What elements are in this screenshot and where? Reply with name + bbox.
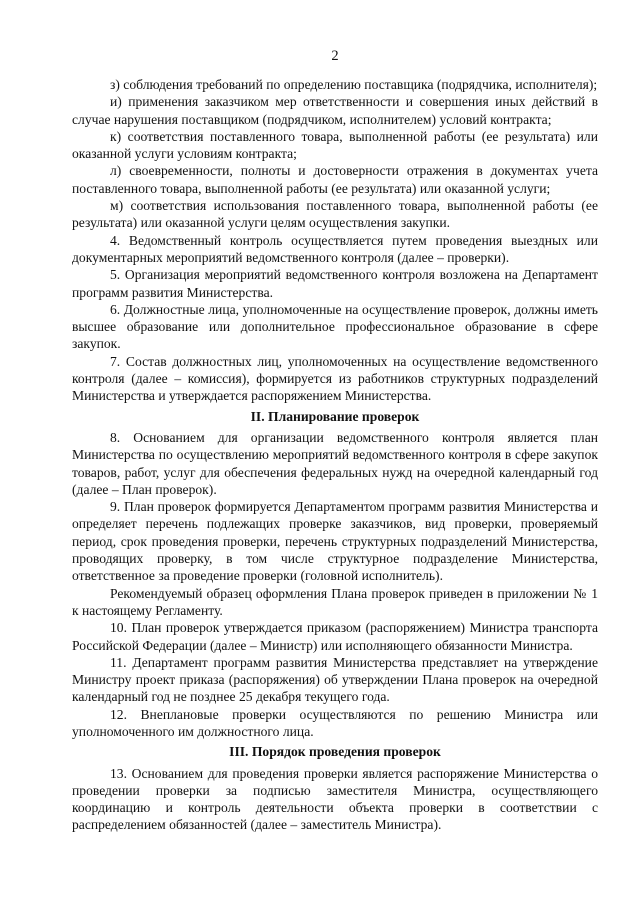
paragraph-3l: л) своевременности, полноты и достоверности отражения в документах учета поставленного товара, выполненной работы (ее результата) или оказанной услуги; bbox=[72, 163, 598, 196]
paragraph-12: 12. Внеплановые проверки осуществляются по решению Министра или уполномоченного им должностного лица. bbox=[72, 706, 598, 739]
paragraph-3z: з) соблюдения требований по определению поставщика (подрядчика, исполнителя); bbox=[110, 77, 598, 92]
paragraph-11: 11. Департамент программ развития Министерства представляет на утверждение Министру проект приказа (распоряжения) об утверждении Плана проверок на очередной календарный год не позднее 25 декабря текущего года. bbox=[72, 654, 598, 705]
paragraph-8: 8. Основанием для организации ведомственного контроля является план Министерства по осуществлению мероприятий ведомственного контроля в сфере закупок товаров, работ, услуг для обеспечения федеральных нужд на очередной календарный год (далее – План проверок). bbox=[72, 429, 598, 497]
paragraph-recommended-sample: Рекомендуемый образец оформления Плана проверок приведен в приложении № 1 к настоящему Регламенту. bbox=[72, 585, 598, 618]
paragraph-9: 9. План проверок формируется Департаментом программ развития Министерства и определяет перечень подлежащих проверке заказчиков, вид проверки, проверяемый период, срок проведения проверки, перечень структурных подразделений Министерства, проводящих проверку, в том числе структурное подразделение Министерства, ответственное за проведение проверки (головной исполнитель). bbox=[72, 499, 598, 584]
paragraph-3i: и) применения заказчиком мер ответственности и совершения иных действий в случае нарушения поставщиком (подрядчиком, исполнителем) условий контракта; bbox=[72, 94, 598, 127]
paragraph-10: 10. План проверок утверждается приказом (распоряжением) Министра транспорта Российской Федерации (далее – Министр) или исполняющего обязанности Министра. bbox=[72, 620, 598, 653]
paragraph-6: 6. Должностные лица, уполномоченные на осуществление проверок, должны иметь высшее образование или дополнительное профессиональное образование в сфере закупок. bbox=[72, 301, 598, 352]
paragraph-4: 4. Ведомственный контроль осуществляется путем проведения выездных или документарных мероприятий ведомственного контроля (далее – проверки). bbox=[72, 232, 598, 265]
section-heading-procedure: III. Порядок проведения проверок bbox=[229, 744, 441, 760]
page-number: 2 bbox=[331, 48, 339, 64]
paragraph-3k: к) соответствия поставленного товара, выполненной работы (ее результата) или оказанной услуги условиям контракта; bbox=[72, 128, 598, 162]
paragraph-5: 5. Организация мероприятий ведомственного контроля возложена на Департамент программ развития Министерства. bbox=[72, 267, 598, 300]
section-heading-planning: II. Планирование проверок bbox=[250, 408, 420, 424]
paragraph-7: 7. Состав должностных лиц, уполномоченных на осуществление ведомственного контроля (далее – комиссия), формируется из работников структурных подразделений Министерства и утверждается распоряжением Министерства. bbox=[72, 353, 598, 404]
paragraph-3m: м) соответствия использования поставленного товара, выполненной работы (ее результата) или оказанной услуги целям осуществления закупки. bbox=[72, 198, 598, 231]
paragraph-13: 13. Основанием для проведения проверки является распоряжение Министерства о проведении проверки за подписью заместителя Министра, осуществляющего координацию и контроль деятельности объекта проверки в соответствии с распределением обязанностей (далее – заместитель Министра). bbox=[72, 765, 598, 833]
